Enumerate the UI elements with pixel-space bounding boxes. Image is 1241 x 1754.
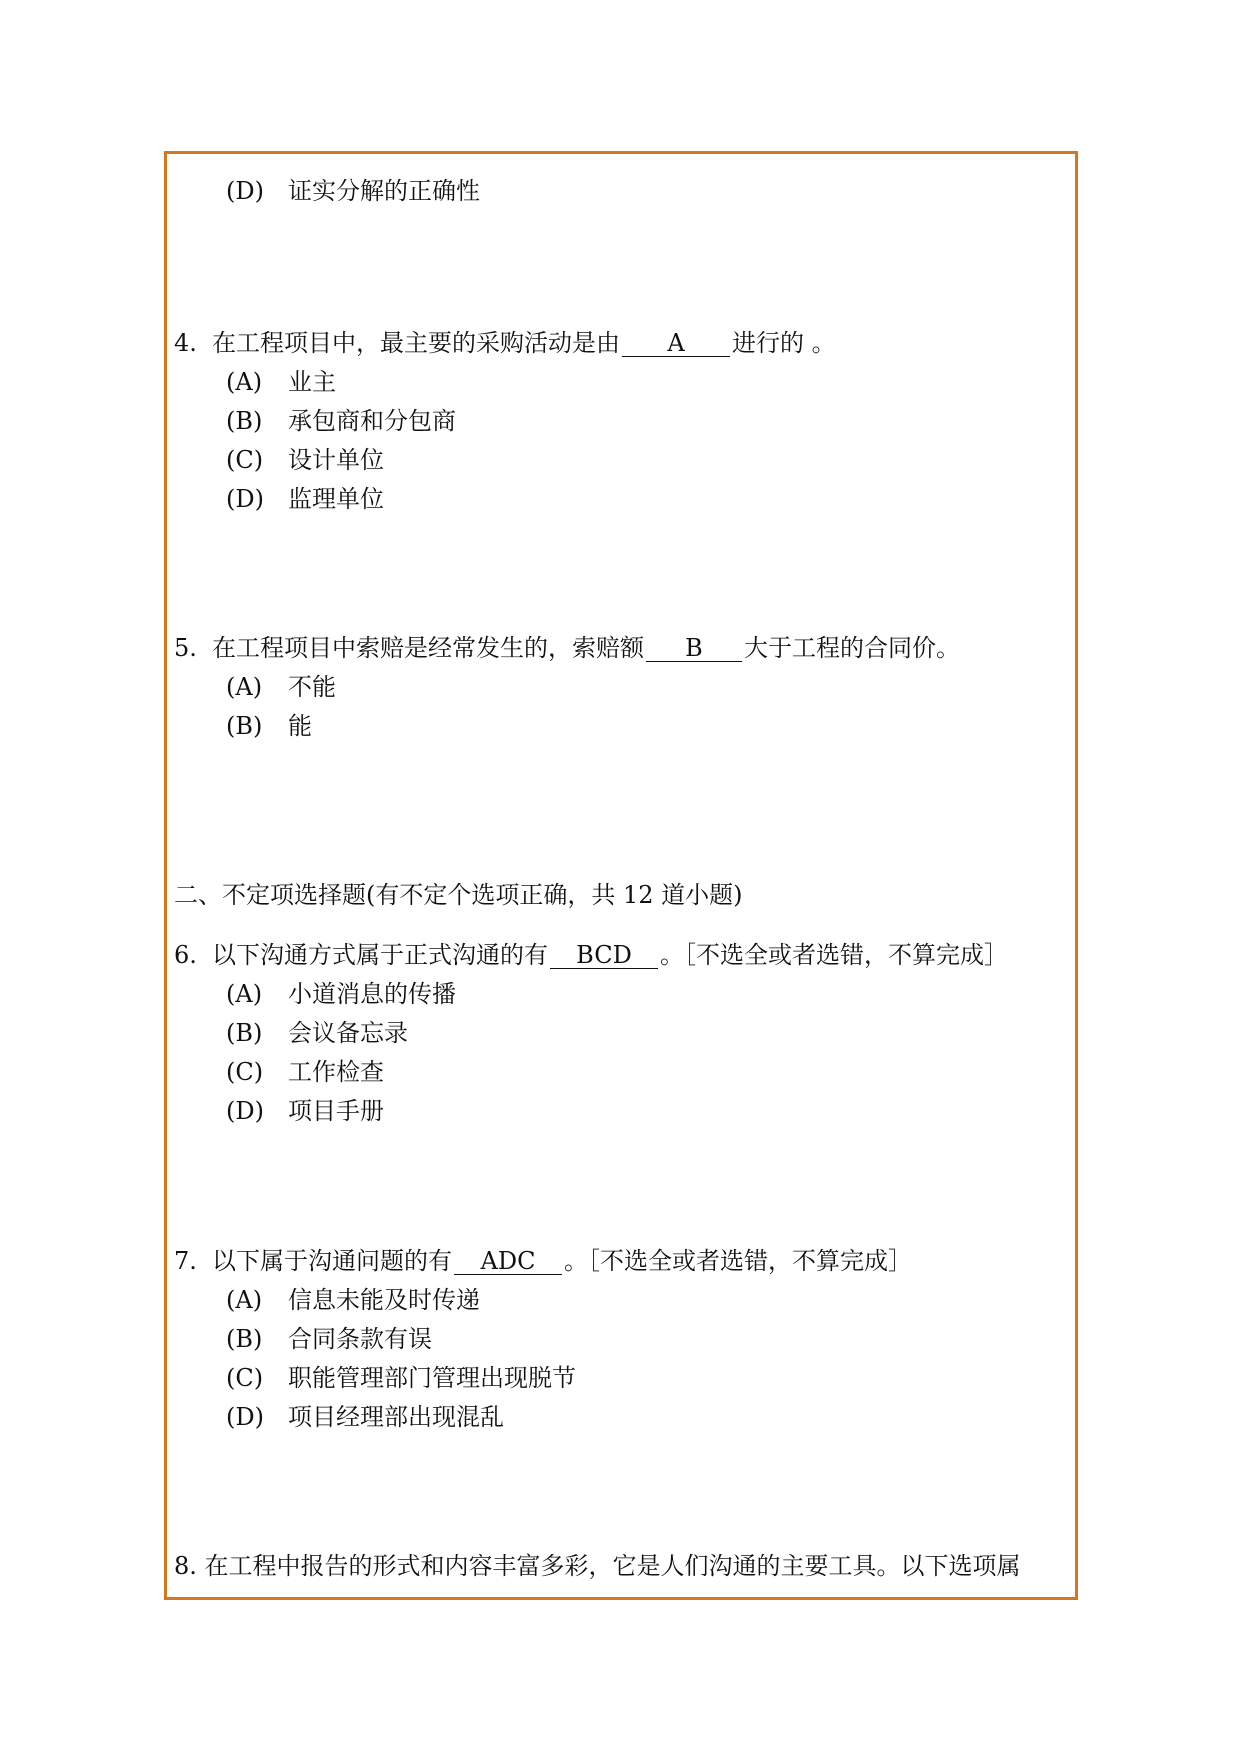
answer-blank: B (646, 635, 742, 662)
option-label: (D) (226, 485, 264, 513)
option-label: (D) (226, 1097, 264, 1125)
q7-stem (174, 1246, 912, 1276)
option-text: 设计单位 (288, 446, 384, 474)
option-label: (C) (226, 446, 264, 474)
option-label: (B) (226, 712, 263, 740)
option-label: (B) (226, 1019, 263, 1047)
stem-before: 以下沟通方式属于正式沟通的有 (212, 941, 548, 969)
q8-stem: 8. 在工程中报告的形式和内容丰富多彩，它是人们沟通的主要工具。以下选项属 (174, 1552, 1021, 1580)
stem-before: 以下属于沟通问题的有 (212, 1247, 452, 1275)
q6-option-b (226, 1018, 408, 1048)
stem-after: 。［不选全或者选错，不算完成］ (564, 1247, 912, 1275)
option-text: 业主 (288, 368, 336, 396)
option-label: (D) (226, 1403, 264, 1431)
q5-option-a (226, 672, 336, 702)
option-text: 不能 (288, 673, 336, 701)
option-label: (B) (226, 1325, 263, 1353)
q7-option-a (226, 1285, 480, 1315)
stem-before: 在工程项目中，最主要的采购活动是由 (212, 329, 620, 357)
option-text: 小道消息的传播 (288, 980, 456, 1008)
stem-before: 在工程项目中索赔是经常发生的，索赔额 (212, 634, 644, 662)
question-number: 7. (174, 1247, 197, 1275)
option-text: 会议备忘录 (288, 1019, 408, 1047)
option-label: (A) (226, 368, 263, 396)
q7-option-b (226, 1324, 432, 1354)
stem-after: 。［不选全或者选错，不算完成］ (660, 941, 1008, 969)
option-label: (C) (226, 1364, 264, 1392)
option-text: 监理单位 (288, 485, 384, 513)
stem-after: 大于工程的合同价。 (744, 634, 960, 662)
q3-option-d (226, 176, 480, 206)
q6-option-d (226, 1096, 384, 1126)
answer-blank: BCD (550, 942, 658, 969)
option-text: 证实分解的正确性 (288, 177, 480, 205)
q7-option-c (226, 1363, 576, 1393)
q5-option-b (226, 711, 312, 741)
question-number: 5. (174, 634, 197, 662)
option-label: (C) (226, 1058, 264, 1086)
option-label: (D) (226, 177, 264, 205)
q4-option-c (226, 445, 384, 475)
answer-blank: A (622, 330, 730, 357)
option-text: 项目手册 (288, 1097, 384, 1125)
option-label: (A) (226, 673, 263, 701)
q4-option-a (226, 367, 336, 397)
option-text: 能 (288, 712, 312, 740)
q4-stem (174, 328, 836, 358)
q7-option-d (226, 1402, 504, 1432)
question-number: 4. (174, 329, 197, 357)
q5-stem (174, 633, 960, 663)
option-text: 工作检查 (288, 1058, 384, 1086)
q6-option-c (226, 1057, 384, 1087)
q6-stem (174, 940, 1008, 970)
q6-option-a (226, 979, 456, 1009)
option-text: 承包商和分包商 (288, 407, 456, 435)
answer-blank: ADC (454, 1248, 562, 1275)
question-number: 6. (174, 941, 197, 969)
q4-option-b (226, 406, 456, 436)
option-text: 项目经理部出现混乱 (288, 1403, 504, 1431)
section-heading: 二、不定项选择题(有不定个选项正确，共 12 道小题) (174, 881, 743, 909)
option-label: (A) (226, 980, 263, 1008)
stem-after: 进行的 。 (732, 329, 836, 357)
q4-option-d (226, 484, 384, 514)
option-text: 信息未能及时传递 (288, 1286, 480, 1314)
option-text: 合同条款有误 (288, 1325, 432, 1353)
option-label: (B) (226, 407, 263, 435)
option-text: 职能管理部门管理出现脱节 (288, 1364, 576, 1392)
option-label: (A) (226, 1286, 263, 1314)
